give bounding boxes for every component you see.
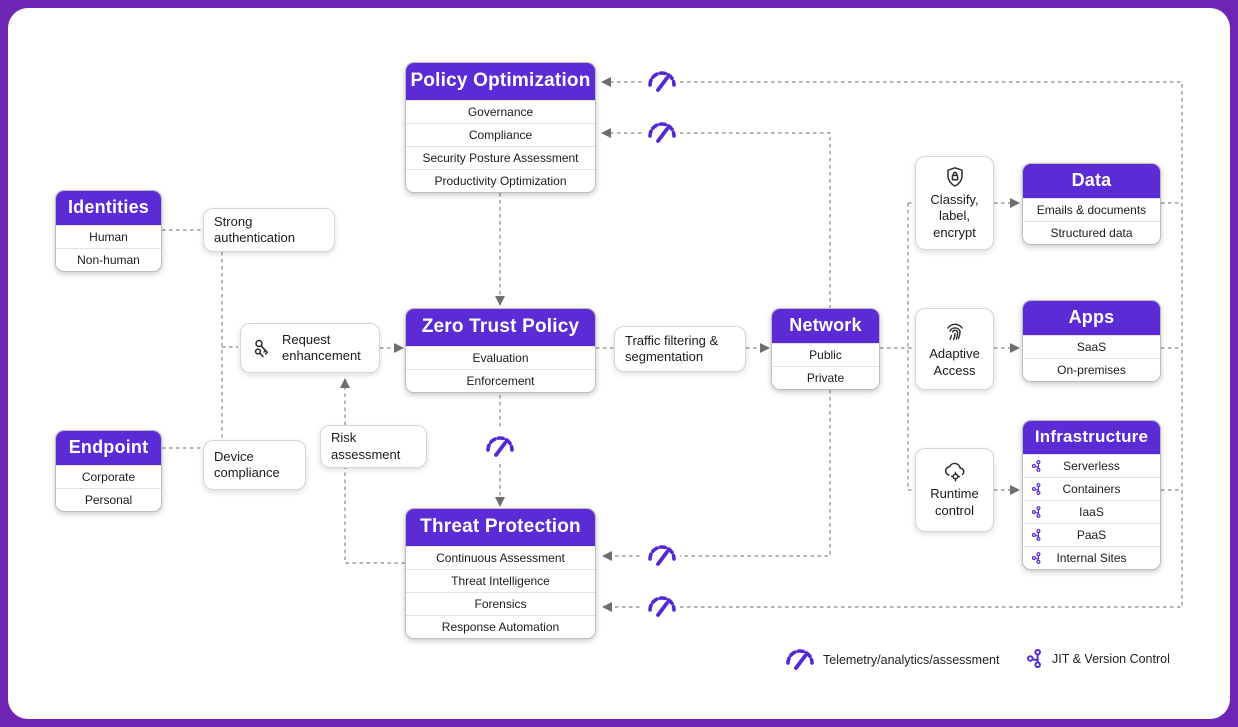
connector-telemetry2-b [680,133,830,308]
network-row[interactable]: Private [772,366,879,389]
zero-trust-policy-box[interactable] [405,308,596,393]
identities-title: Identities [56,191,161,225]
policy-optimization-title: Policy Optimization [406,63,595,100]
branch-icon [1031,483,1042,496]
telemetry-icon [786,648,814,672]
telemetry-icon [650,598,674,615]
apps-row[interactable]: SaaS [1023,335,1160,358]
apps-box[interactable] [1022,300,1161,382]
telemetry-icon [650,547,674,564]
policy-row[interactable]: Productivity Optimization [406,169,595,192]
ztp-row[interactable]: Evaluation [406,346,595,369]
ztp-row[interactable]: Enforcement [406,369,595,392]
telemetry-icon [488,438,512,455]
data-row[interactable]: Emails & documents [1023,198,1160,221]
identities-box[interactable] [55,190,162,272]
threat-row[interactable]: Threat Intelligence [406,569,595,592]
endpoint-box[interactable] [55,430,162,512]
infrastructure-row[interactable]: Serverless [1023,454,1160,477]
diagram-canvas [8,8,1230,719]
branch-icon [1026,648,1043,669]
threat-protection-title: Threat Protection [406,509,595,546]
infrastructure-row[interactable]: Containers [1023,477,1160,500]
policy-row[interactable]: Compliance [406,123,595,146]
legend-jit-label: JIT & Version Control [1052,651,1170,666]
endpoint-title: Endpoint [56,431,161,465]
infrastructure-row[interactable]: Internal Sites [1023,546,1160,569]
data-box[interactable] [1022,163,1161,245]
zero-trust-policy-title: Zero Trust Policy [406,309,595,346]
infrastructure-row[interactable]: IaaS [1023,500,1160,523]
infrastructure-row[interactable]: PaaS [1023,523,1160,546]
apps-row[interactable]: On-premises [1023,358,1160,381]
connector-network-threat [680,390,830,556]
connector-threat-risk [345,468,405,563]
branch-icon [1031,506,1042,519]
shield-lock-icon [943,165,967,189]
request-enhancement-box[interactable]: Request enhancement [240,323,380,373]
risk-assessment-box[interactable]: Risk assessment [320,425,427,468]
runtime-control-box[interactable]: Runtime control [915,448,994,532]
data-title: Data [1023,164,1160,198]
strong-authentication-box[interactable]: Strong authentication [203,208,335,252]
data-row[interactable]: Structured data [1023,221,1160,244]
legend-telemetry-label: Telemetry/analytics/assessment [823,653,1000,667]
branch-icon [1031,460,1042,473]
cloud-gear-icon [942,461,968,483]
endpoint-row[interactable]: Corporate [56,465,161,488]
classify-label-encrypt-box[interactable]: Classify, label, encrypt [915,156,994,250]
telemetry-icon [650,73,674,90]
policy-optimization-box[interactable] [405,62,596,193]
endpoint-row[interactable]: Personal [56,488,161,511]
legend-jit [1026,648,1170,669]
traffic-filtering-box[interactable]: Traffic filtering & segmentation [614,326,746,372]
threat-protection-box[interactable] [405,508,596,639]
identities-row[interactable]: Human [56,225,161,248]
branch-icon [1031,529,1042,542]
infrastructure-box[interactable] [1022,420,1161,570]
fingerprint-icon [943,319,967,343]
apps-title: Apps [1023,301,1160,335]
legend-telemetry [786,648,999,672]
network-row[interactable]: Public [772,343,879,366]
network-box[interactable] [771,308,880,390]
policy-row[interactable]: Security Posture Assessment [406,146,595,169]
threat-row[interactable]: Response Automation [406,615,595,638]
telemetry-icon [650,124,674,141]
device-compliance-box[interactable]: Device compliance [203,440,306,490]
threat-row[interactable]: Continuous Assessment [406,546,595,569]
threat-row[interactable]: Forensics [406,592,595,615]
policy-row[interactable]: Governance [406,100,595,123]
adaptive-access-box[interactable]: Adaptive Access [915,308,994,390]
keys-icon [251,336,275,360]
identities-row[interactable]: Non-human [56,248,161,271]
branch-icon [1031,552,1042,565]
infrastructure-title: Infrastructure [1023,421,1160,454]
network-title: Network [772,309,879,343]
